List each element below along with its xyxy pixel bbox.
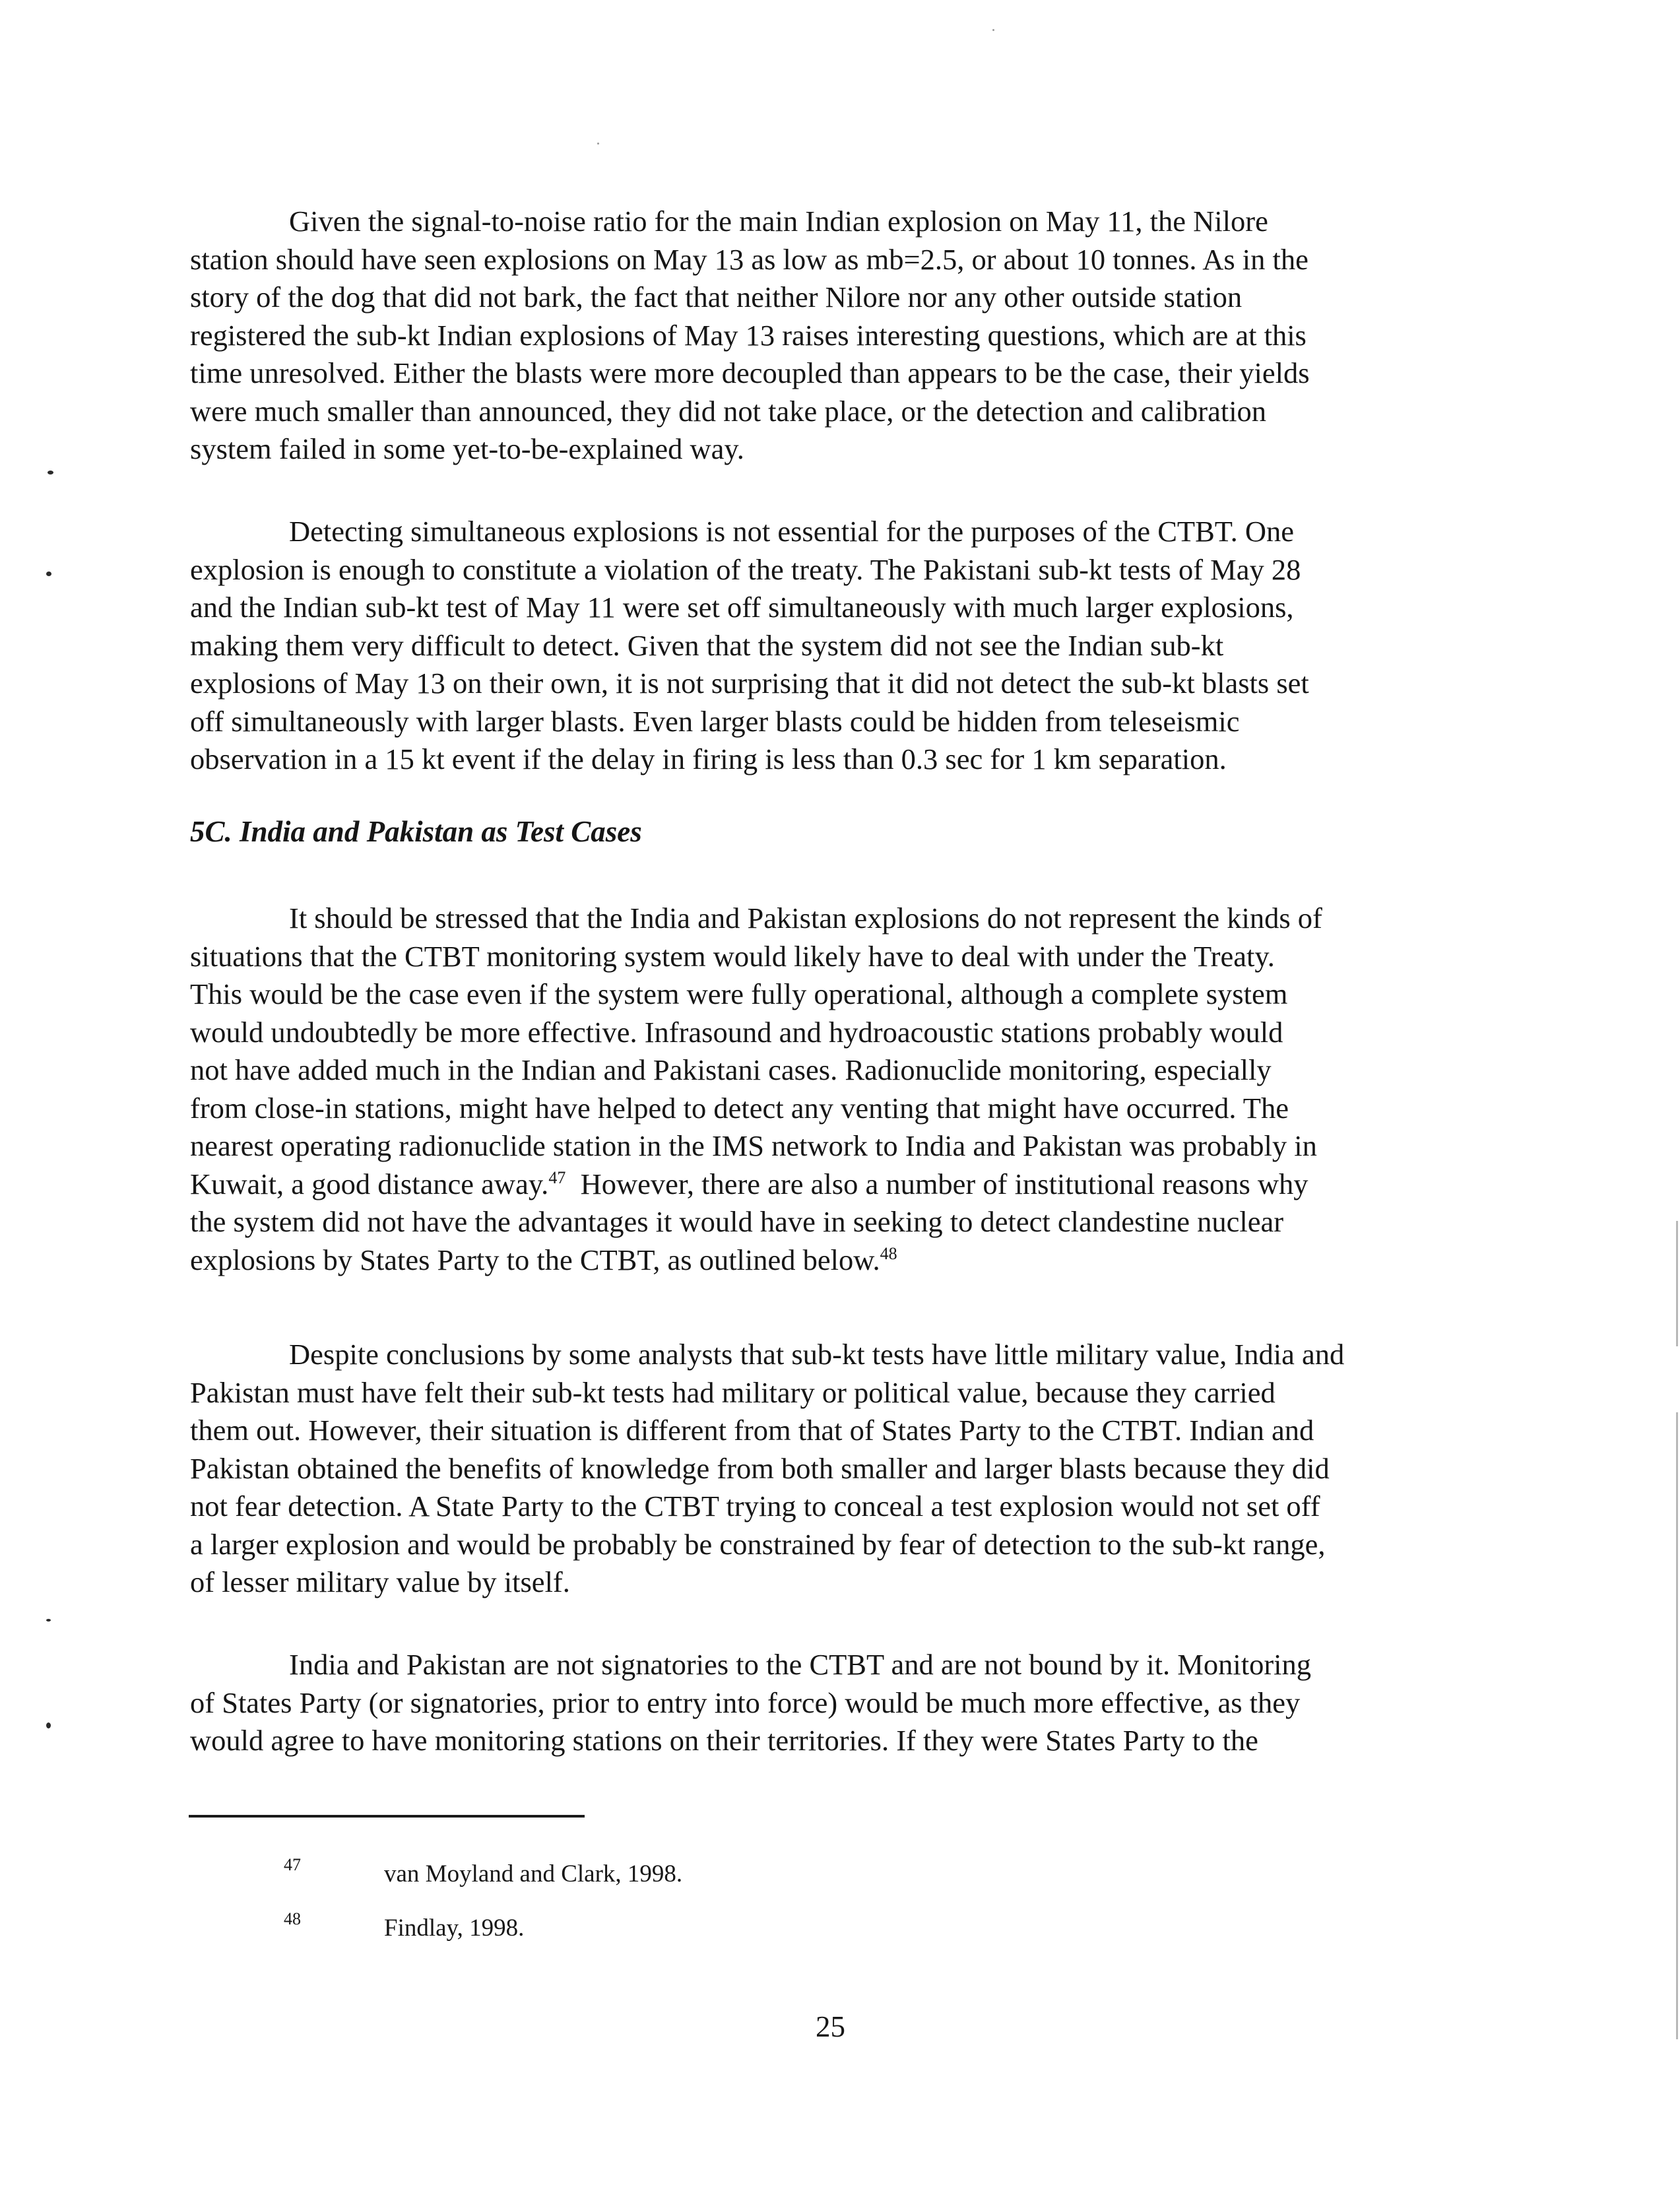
p1-line-1: Given the signal-to-noise ratio for the main Indian explosion on May 11, the Nilore	[289, 205, 1268, 238]
paragraph-5-text	[190, 1646, 1483, 1760]
scan-speck	[46, 572, 51, 576]
scan-speck	[48, 471, 53, 475]
scan-edge-line	[1676, 1412, 1678, 2039]
paragraph-3-text	[190, 900, 1483, 1279]
p4-line-3: them out. However, their situation is different from that of States Party to the CTBT. Indian and	[190, 1414, 1314, 1447]
p3-line-1: It should be stressed that the India and Pakistan explosions do not represent the kinds of	[289, 902, 1322, 935]
p1-line-4: registered the sub-kt Indian explosions of May 13 raises interesting questions, which are at this	[190, 318, 1307, 352]
p2-line-3: and the Indian sub-kt test of May 11 were set off simultaneously with much larger explosions,	[190, 591, 1294, 624]
p4-line-6: a larger explosion and would be probably be constrained by fear of detection to the sub-kt range,	[190, 1527, 1326, 1561]
p5-line-3: would agree to have monitoring stations on their territories. If they were States Party to the	[190, 1724, 1258, 1757]
footnote-ref-48[interactable]: 48	[880, 1243, 897, 1263]
p1-line-5: time unresolved. Either the blasts were more decoupled than appears to be the case, their yields	[190, 356, 1310, 389]
p1-line-6: were much smaller than announced, they did not take place, or the detection and calibration	[190, 394, 1267, 428]
p3-line-8-end: However, there are also a number of institutional reasons why	[565, 1167, 1308, 1200]
scan-speck	[46, 1722, 51, 1728]
p2-line-5: explosions of May 13 on their own, it is not surprising that it did not detect the sub-kt blasts set	[190, 667, 1309, 700]
p1-line-7: system failed in some yet-to-be-explained way.	[190, 432, 744, 465]
paragraph-2-text	[190, 513, 1483, 779]
p2-line-2: explosion is enough to constitute a violation of the treaty. The Pakistani sub-kt tests of May 28	[190, 552, 1301, 586]
paragraph-2	[190, 513, 1483, 779]
p2-line-7: observation in a 15 kt event if the delay in firing is less than 0.3 sec for 1 km separation.	[190, 742, 1227, 775]
footnote-number: 48	[284, 1909, 301, 1928]
paragraph-1-text	[190, 203, 1483, 469]
p3-line-8-start: Kuwait, a good distance away.	[190, 1167, 549, 1200]
paragraph-1	[190, 203, 1483, 469]
footnote-separator	[189, 1815, 585, 1818]
p3-line-10: explosions by States Party to the CTBT, as outlined below.	[190, 1243, 880, 1276]
p4-line-2: Pakistan must have felt their sub-kt tests had military or political value, because they carried	[190, 1375, 1276, 1409]
p3-line-4: would undoubtedly be more effective. Infrasound and hydroacoustic stations probably would	[190, 1015, 1283, 1049]
p2-line-1: Detecting simultaneous explosions is not essential for the purposes of the CTBT. One	[289, 515, 1295, 548]
p3-line-7: nearest operating radionuclide station in the IMS network to India and Pakistan was probably in	[190, 1129, 1317, 1162]
p4-line-5: not fear detection. A State Party to the CTBT trying to conceal a test explosion would not set off	[190, 1490, 1320, 1523]
page-number: 25	[816, 2010, 845, 2043]
p3-line-3: This would be the case even if the system were fully operational, although a complete system	[190, 977, 1288, 1010]
p3-line-5: not have added much in the Indian and Pakistani cases. Radionuclide monitoring, especially	[190, 1053, 1272, 1086]
p4-line-7: of lesser military value by itself.	[190, 1565, 570, 1598]
p3-line-9: the system did not have the advantages it would have in seeking to detect clandestine nuclear	[190, 1205, 1284, 1238]
p3-line-6: from close-in stations, might have helped to detect any venting that might have occurred. The	[190, 1091, 1289, 1125]
section-heading: 5C. India and Pakistan as Test Cases	[190, 815, 642, 848]
p4-line-1: Despite conclusions by some analysts that sub-kt tests have little military value, India and	[289, 1338, 1345, 1371]
p5-line-2: of States Party (or signatories, prior to entry into force) would be much more effective, as they	[190, 1686, 1301, 1719]
p1-line-3: story of the dog that did not bark, the fact that neither Nilore nor any other outside station	[190, 280, 1243, 313]
p2-line-6: off simultaneously with larger blasts. Even larger blasts could be hidden from teleseismic	[190, 704, 1240, 738]
scan-speck	[992, 29, 994, 31]
footnote-text: van Moyland and Clark, 1998.	[384, 1860, 683, 1887]
scan-speck	[46, 1619, 51, 1622]
scan-speck	[597, 143, 599, 145]
p2-line-4: making them very difficult to detect. Given that the system did not see the Indian sub-kt	[190, 628, 1224, 662]
scan-edge-line	[1676, 1221, 1678, 1346]
footnote-number: 47	[284, 1855, 301, 1874]
p1-line-2: station should have seen explosions on May 13 as low as mb=2.5, or about 10 tonnes. As in the	[190, 242, 1308, 276]
p4-line-4: Pakistan obtained the benefits of knowledge from both smaller and larger blasts because they did	[190, 1451, 1330, 1485]
footnote-ref-47[interactable]: 47	[548, 1167, 566, 1187]
paragraph-5	[190, 1646, 1483, 1760]
paragraph-4-text	[190, 1336, 1483, 1602]
footnote-text: Findlay, 1998.	[384, 1915, 525, 1942]
p3-line-2: situations that the CTBT monitoring system would likely have to deal with under the Treaty.	[190, 939, 1275, 973]
p5-line-1: India and Pakistan are not signatories to the CTBT and are not bound by it. Monitoring	[289, 1648, 1312, 1681]
paragraph-4	[190, 1336, 1483, 1602]
paragraph-3	[190, 900, 1483, 1279]
